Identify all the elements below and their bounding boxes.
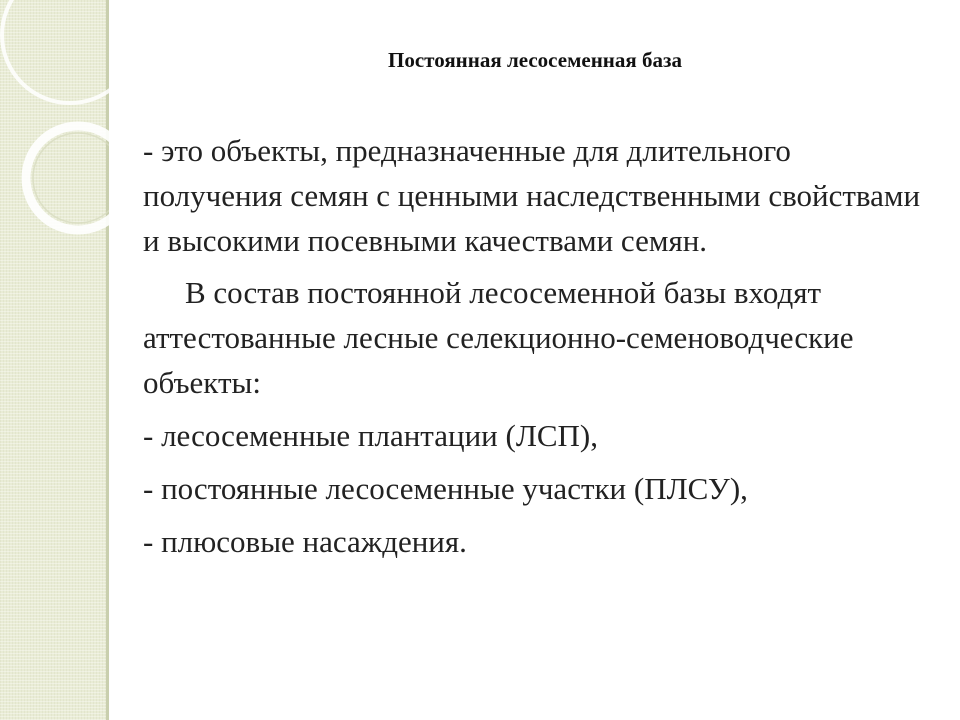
composition-paragraph: В состав постоянной лесосеменной базы входят аттестованные лесные селекционно-семеноводческие объекты: [143, 275, 854, 400]
slide-body [143, 128, 933, 564]
ring-large [2, 0, 109, 103]
ring-small [26, 126, 109, 230]
list-item: - плюсовые насаждения. [143, 524, 467, 559]
list-item: - постоянные лесосеменные участки (ПЛСУ), [143, 471, 748, 506]
ring-small-inner [33, 133, 109, 223]
definition-paragraph: - это объекты, предназначенные для длительного получения семян с ценными наследственными свойствами и высокими посевными качествами семян. [143, 133, 921, 258]
decorative-rings [0, 0, 109, 720]
slide-title: Постоянная лесосеменная база [388, 48, 682, 72]
list-item: - лесосеменные плантации (ЛСП), [143, 418, 598, 453]
